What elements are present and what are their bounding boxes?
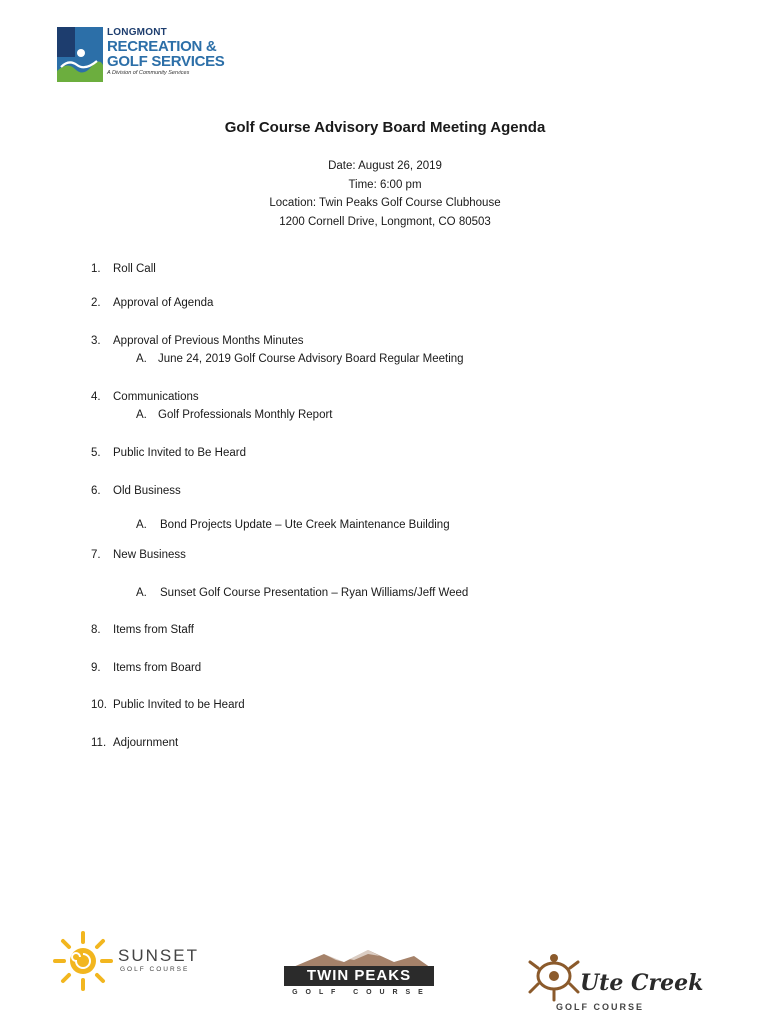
item-text: Approval of Agenda	[113, 297, 214, 309]
item-text: Public Invited to Be Heard	[113, 447, 246, 459]
item-number: 2.	[91, 297, 101, 309]
page-title: Golf Course Advisory Board Meeting Agenda	[224, 119, 546, 136]
item-number: 1.	[91, 263, 101, 275]
sunset-golf-logo	[52, 930, 202, 992]
sun-icon	[52, 930, 114, 992]
item-text: Roll Call	[113, 263, 156, 275]
subitem-text: Golf Professionals Monthly Report	[158, 409, 333, 421]
sunset-name: SUNSET	[118, 946, 199, 965]
item-number: 5.	[91, 447, 101, 459]
logo-line-4: A Division of Community Services	[107, 70, 190, 76]
logo-mark-icon	[57, 27, 103, 82]
item-text: Items from Board	[113, 662, 202, 674]
twin-peaks-subtitle: G O L F C O U R S E	[292, 989, 426, 996]
item-number: 7.	[91, 549, 101, 561]
subitem-letter: A.	[136, 519, 147, 531]
item-number: 8.	[91, 624, 101, 636]
meeting-date: Date: August 26, 2019	[328, 160, 442, 172]
subitem-letter: A.	[136, 353, 147, 365]
subitem-text: June 24, 2019 Golf Course Advisory Board Regular Meeting	[158, 353, 464, 365]
subitem-text: Sunset Golf Course Presentation – Ryan Williams/Jeff Weed	[160, 587, 469, 599]
item-number: 3.	[91, 335, 101, 347]
twin-peaks-golf-logo	[284, 948, 436, 1000]
ute-creek-subtitle: GOLF COURSE	[556, 1002, 645, 1012]
meeting-time: Time: 6:00 pm	[348, 178, 422, 191]
item-text: Items from Staff	[113, 624, 194, 636]
item-text: Adjournment	[113, 737, 179, 749]
item-text: New Business	[113, 549, 186, 561]
item-number: 4.	[91, 391, 101, 403]
ute-creek-name: Ute Creek	[580, 970, 704, 996]
meeting-address: 1200 Cornell Drive, Longmont, CO 80503	[279, 215, 491, 228]
item-number: 10.	[91, 699, 107, 711]
logo-line-1: LONGMONT	[107, 27, 167, 38]
item-number: 11.	[91, 737, 107, 749]
logo-line-2: RECREATION &	[107, 38, 217, 55]
item-number: 9.	[91, 662, 101, 674]
meeting-location: Location: Twin Peaks Golf Course Clubhouse	[269, 197, 501, 209]
logo-line-3: GOLF SERVICES	[107, 53, 225, 70]
item-text: Communications	[113, 391, 199, 403]
twin-peaks-name: TWIN PEAKS	[284, 966, 434, 986]
item-text: Approval of Previous Months Minutes	[113, 335, 304, 347]
subitem-letter: A.	[136, 409, 147, 421]
longmont-recreation-logo	[57, 27, 227, 85]
ute-creek-golf-logo	[526, 950, 704, 1016]
meeting-details	[0, 157, 770, 231]
sunset-subtitle: GOLF COURSE	[120, 966, 190, 973]
item-number: 6.	[91, 485, 101, 497]
turtle-icon	[526, 950, 584, 1002]
subitem-text: Bond Projects Update – Ute Creek Maintenance Building	[160, 519, 450, 531]
item-text: Old Business	[113, 485, 181, 497]
subitem-letter: A.	[136, 587, 147, 599]
item-text: Public Invited to be Heard	[113, 699, 245, 711]
